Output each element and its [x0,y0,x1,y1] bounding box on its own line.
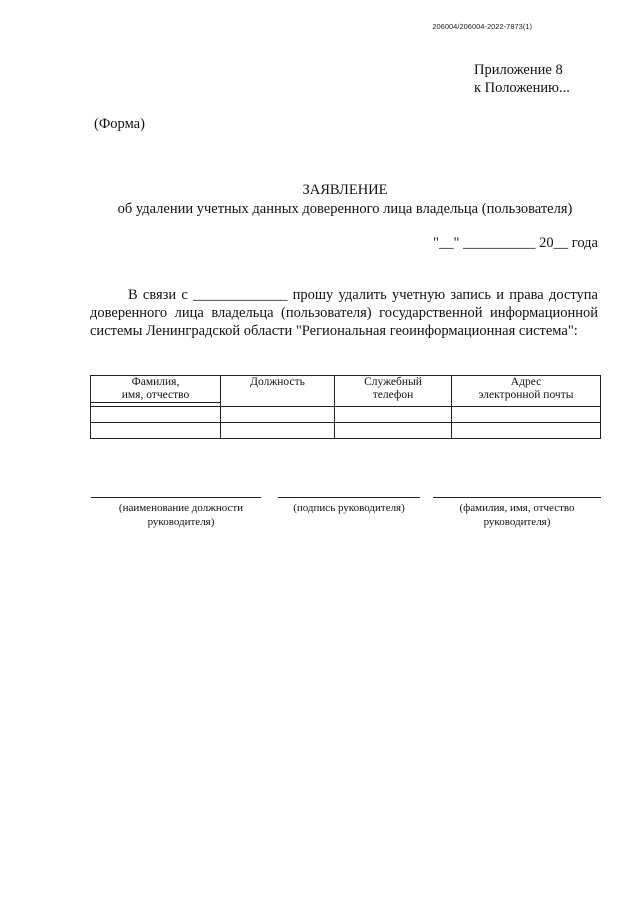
column-header-email: Адрес электронной почты [452,376,601,407]
signature-line-full-name [433,497,601,498]
document-subtitle: об удалении учетных данных доверенного лица владельца (пользователя) [117,201,573,217]
signature-label-signature: (подпись руководителя) [293,502,405,514]
form-label: (Форма) [94,116,145,132]
table-header-row [91,376,601,407]
document-title: ЗАЯВЛЕНИЕ [302,182,388,198]
signature-line-position [91,497,261,498]
column-header-position: Должность [221,376,335,407]
table-row [91,407,601,423]
document-id: 206004/206004-2022-7873(1) [432,22,532,31]
column-header-work-phone: Служебный телефон [335,376,452,407]
request-paragraph: В связи с _____________ прошу удалить учетную запись и права доступа доверенного лица владельца (пользователя) государственной информационной системы Ленинградской области "Региональная геоинформационная система": [90,287,598,339]
table-row [91,423,601,439]
signature-line-signature [278,497,420,498]
signature-label-position: (наименование должности руководителя) [118,502,244,528]
appendix-line-2: к Положению... [474,80,570,96]
appendix-line-1: Приложение 8 [474,62,563,78]
user-table [90,375,601,439]
appendix-reference [474,61,570,97]
signature-label-full-name: (фамилия, имя, отчество руководителя) [459,502,575,528]
column-header-full-name: Фамилия, имя, отчество [91,376,221,407]
date-line: "__" __________ 20__ года [433,235,598,251]
